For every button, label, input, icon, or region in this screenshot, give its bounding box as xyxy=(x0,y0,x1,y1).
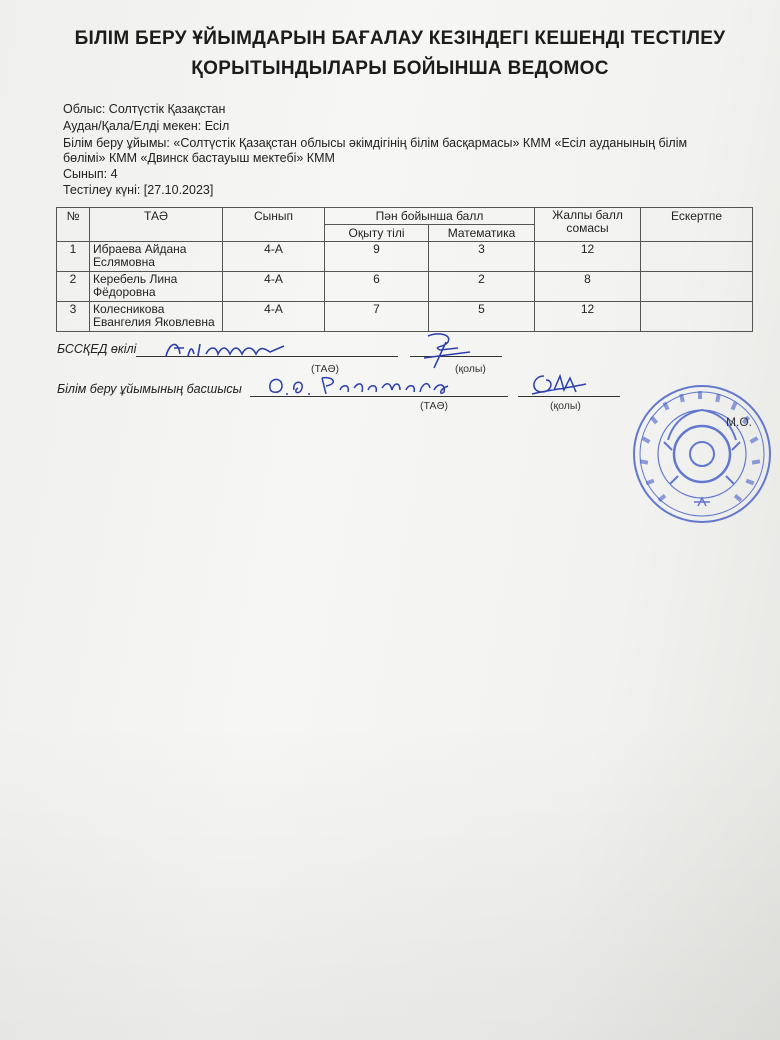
rep-sign-caption: (қолы) xyxy=(455,363,486,375)
table-row xyxy=(57,242,753,272)
header-total: Жалпы балл сомасы xyxy=(535,208,641,242)
rep-signature xyxy=(418,328,478,372)
row-class: 4-А xyxy=(223,242,325,272)
row-math-score: 5 xyxy=(429,302,535,332)
row-total-score: 12 xyxy=(535,302,641,332)
document-title-line1: БІЛІМ БЕРУ ҰЙЫМДАРЫН БАҒАЛАУ КЕЗІНДЕГІ КЕШЕНДІ ТЕСТІЛЕУ xyxy=(74,28,726,49)
row-math-score: 3 xyxy=(429,242,535,272)
stamp-place-mark: М.О. xyxy=(726,415,752,429)
head-label: Білім беру ұйымының басшысы xyxy=(57,382,242,396)
grade-field: Сынып: 4 xyxy=(63,167,118,181)
row-name: Ибраева Айдана Еслямовна xyxy=(90,242,223,272)
table-row xyxy=(57,302,753,332)
header-name: ТАӘ xyxy=(90,208,223,242)
row-class: 4-А xyxy=(223,272,325,302)
head-signature xyxy=(524,370,594,400)
row-total-score: 8 xyxy=(535,272,641,302)
row-total-score: 12 xyxy=(535,242,641,272)
row-note xyxy=(641,272,753,302)
row-reading-score: 6 xyxy=(325,272,429,302)
row-math-score: 2 xyxy=(429,272,535,302)
page-shadow xyxy=(0,720,780,1040)
row-name: Колесникова Евангелия Яковлевна xyxy=(90,302,223,332)
row-note xyxy=(641,242,753,272)
head-sign-caption: (қолы) xyxy=(550,400,581,412)
rep-handwritten-name xyxy=(160,336,300,362)
header-class: Сынып xyxy=(223,208,325,242)
header-subject-group: Пән бойынша балл xyxy=(325,208,535,225)
district-field: Аудан/Қала/Елді мекен: Есіл xyxy=(63,119,230,133)
row-reading-score: 7 xyxy=(325,302,429,332)
official-seal-stamp xyxy=(628,380,776,528)
test-date-field: Тестілеу күні: [27.10.2023] xyxy=(63,183,214,197)
document-title-line2: ҚОРЫТЫНДЫЛАРЫ БОЙЫНША ВЕДОМОС xyxy=(191,58,609,79)
organization-field: Білім беру ұйымы: «Солтүстік Қазақстан облысы әкімдігінің білім басқармасы» КММ «Есіл ауданының білім бөлімі» КММ «Двинск бастауыш мектебі» КММ xyxy=(63,136,688,165)
row-name: Керебель Лина Фёдоровна xyxy=(90,272,223,302)
header-math: Математика xyxy=(429,225,535,242)
region-field: Облыс: Солтүстік Қазақстан xyxy=(63,102,226,116)
row-num: 2 xyxy=(57,272,90,302)
rep-name-caption: (ТАӘ) xyxy=(311,363,339,375)
row-class: 4-А xyxy=(223,302,325,332)
results-table xyxy=(56,207,753,332)
row-num: 1 xyxy=(57,242,90,272)
header-num: № xyxy=(57,208,90,242)
row-note xyxy=(641,302,753,332)
row-num: 3 xyxy=(57,302,90,332)
table-row xyxy=(57,272,753,302)
header-note: Ескертпе xyxy=(641,208,753,242)
head-handwritten-name xyxy=(262,370,462,402)
header-reading: Оқыту тілі xyxy=(325,225,429,242)
rep-label: БССҚЕД өкілі xyxy=(57,342,137,356)
row-reading-score: 9 xyxy=(325,242,429,272)
head-name-caption: (ТАӘ) xyxy=(420,400,448,412)
